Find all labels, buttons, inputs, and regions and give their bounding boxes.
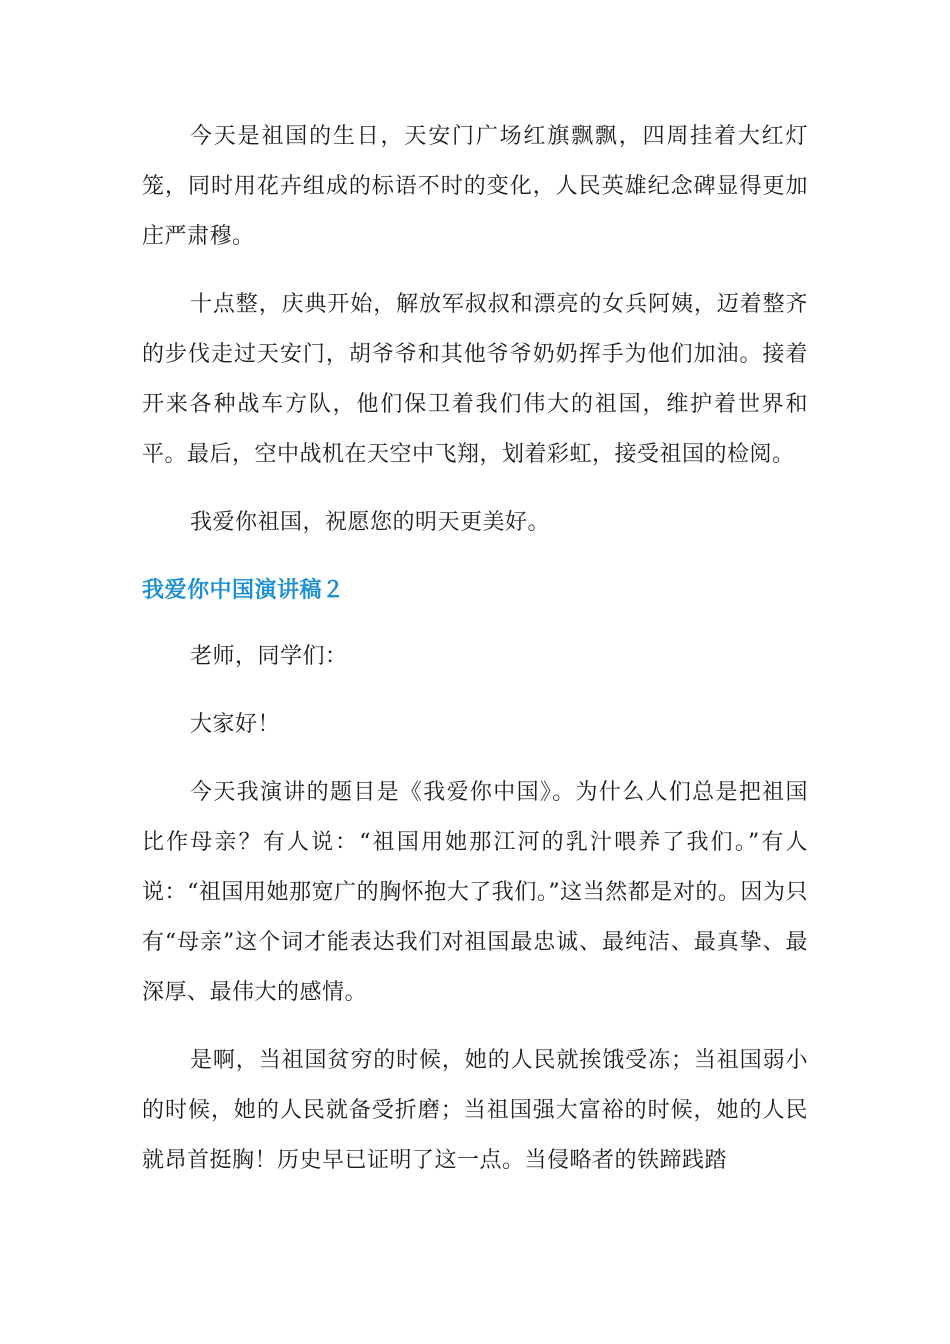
paragraph-1: 今天是祖国的生日，天安门广场红旗飘飘，四周挂着大红灯笼，同时用花卉组成的标语不时的变化，人民英雄纪念碑显得更加庄严肃穆。 [142,124,808,249]
paragraph-greeting: 大家好！ [190,712,281,737]
section-heading: 我爱你中国演讲稿２ [142,578,345,603]
paragraph-history: 是啊，当祖国贫穷的时候，她的人民就挨饿受冻；当祖国弱小的时候，她的人民就备受折磨；当祖国强大富裕的时候，她的人民就昂首挺胸！历史早已证明了这一点。当侵略者的铁蹄践踏 [142,1048,808,1173]
paragraph-2: 十点整，庆典开始，解放军叔叔和漂亮的女兵阿姨，迈着整齐的步伐走过天安门，胡爷爷和其他爷爷奶奶挥手为他们加油。接着开来各种战车方队，他们保卫着我们伟大的祖国，维护着世界和平。最后，空中战机在天空中飞翔，划着彩虹，接受祖国的检阅。 [142,292,808,467]
document-page [142,112,808,1204]
paragraph-topic: 今天我演讲的题目是《我爱你中国》。为什么人们总是把祖国比作母亲？有人说：“祖国用她那江河的乳汁喂养了我们。”有人说：“祖国用她那宽广的胸怀抱大了我们。”这当然都是对的。因为只有“母亲”这个词才能表达我们对祖国最忠诚、最纯洁、最真挚、最深厚、最伟大的感情。 [142,780,808,1005]
paragraph-salutation: 老师，同学们： [190,644,348,669]
paragraph-3: 我爱你祖国，祝愿您的明天更美好。 [190,510,551,535]
